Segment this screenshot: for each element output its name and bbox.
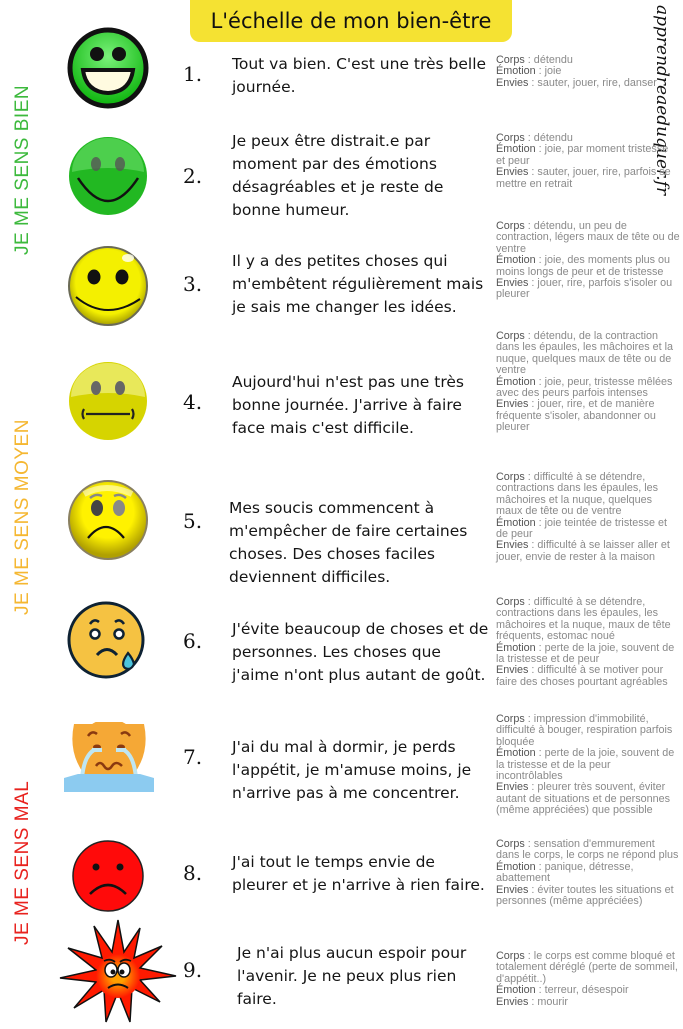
level-details: Corps : détendu, un peu de contraction, légers maux de tête ou de ventre Émotion : joie, des moments plus ou moins longs de peur et de tristesse Envies : jouer, rire, parfois s'isoler ou pleurer <box>496 220 680 301</box>
level-number: 1. <box>183 62 203 86</box>
level-statement: J'évite beaucoup de choses et de personnes. Les choses que j'aime n'ont plus autant de goût. <box>232 620 489 684</box>
level-statement: Tout va bien. C'est une très belle journée. <box>232 55 487 96</box>
sad-sweat-icon <box>66 600 150 684</box>
level-number: 7. <box>183 745 203 769</box>
smile-yellow-icon <box>66 244 150 328</box>
level-statement: J'ai du mal à dormir, je perds l'appétit, je m'amuse moins, je n'arrive pas à me concentrer. <box>232 738 472 802</box>
side-label-bien-text: JE ME SENS BIEN <box>12 84 33 255</box>
worried-yellow-icon <box>66 478 150 562</box>
level-details: Corps : impression d'immobilité, difficulté à bouger, respiration parfois bloquée Émotion : perte de la joie, souvent de la tristesse et de la peur incontrôlables Envies : pleurer très souvent, éviter autant de situations et de personnes (même appréciées) que possible <box>496 713 675 817</box>
level-number: 8. <box>183 861 203 885</box>
level-details: Corps : détendu Émotion : joie Envies : sauter, jouer, rire, danser <box>496 54 657 89</box>
side-label-mal <box>6 775 38 945</box>
neutral-yellow-icon <box>66 359 150 443</box>
side-label-mal-text: JE ME SENS MAL <box>12 780 33 945</box>
level-number: 5. <box>183 509 203 533</box>
panic-burst-icon <box>58 918 178 1024</box>
side-label-moyen <box>6 419 38 615</box>
crying-face-icon <box>64 722 154 806</box>
level-number: 4. <box>183 390 203 414</box>
level-details: Corps : détendu Émotion : joie, par moment tristesse et peur Envies : sauter, jouer, rire, parfois se mettre en retrait <box>496 132 671 190</box>
level-details: Corps : sensation d'emmurement dans le corps, le corps ne répond plus Émotion : panique, détresse, abattement Envies : éviter toutes les situations et personnes (même appréciées) <box>496 838 679 908</box>
level-details: Corps : difficulté à se détendre, contractions dans les épaules, les mâchoires et la nuque, maux de tête fréquents, estomac noué Émotion : perte de la joie, souvent de la tristesse et de peur Envies : difficulté à se motiver pour faire des choses pourtant agréables <box>496 596 675 688</box>
big-grin-green-icon <box>66 26 150 110</box>
frown-red-icon <box>66 834 150 918</box>
watermark-text: apprendreaeduquer.fr <box>652 5 672 196</box>
level-number: 3. <box>183 272 203 296</box>
smile-green-icon <box>66 134 150 218</box>
level-statement: J'ai tout le temps envie de pleurer et je n'arrive à rien faire. <box>232 853 485 894</box>
level-statement: Aujourd'hui n'est pas une très bonne journée. J'arrive à faire face mais c'est difficile. <box>232 373 464 437</box>
side-label-moyen-text: JE ME SENS MOYEN <box>12 419 33 615</box>
level-statement: Mes soucis commencent à m'empêcher de faire certaines choses. Des choses faciles deviennent difficiles. <box>229 499 468 586</box>
level-statement: Il y a des petites choses qui m'embêtent régulièrement mais je sais me changer les idées. <box>232 252 484 316</box>
level-details: Corps : difficulté à se détendre, contractions dans les épaules, les mâchoires et la nuque, quelques maux de tête ou de ventre Émotion : joie teintée de tristesse et de peur Envies : difficulté à se laisser aller et jouer, envie de rester à la maison <box>496 471 670 563</box>
page-title: L'échelle de mon bien-être <box>210 9 492 33</box>
page-title-banner <box>190 0 512 42</box>
level-number: 9. <box>183 958 203 982</box>
level-number: 2. <box>183 164 203 188</box>
level-number: 6. <box>183 629 203 653</box>
level-statement: Je peux être distrait.e par moment par des émotions désagréables et je reste de bonne humeur. <box>232 132 444 219</box>
level-statement: Je n'ai plus aucun espoir pour l'avenir. Je ne peux plus rien faire. <box>237 944 467 1008</box>
level-details: Corps : le corps est comme bloqué et totalement déréglé (perte de sommeil, d'appétit..) Émotion : terreur, désespoir Envies : mourir <box>496 950 678 1008</box>
level-details: Corps : détendu, de la contraction dans les épaules, les mâchoires et la nuque, quelques maux de tête ou de ventre Émotion : joie, peur, tristesse mêlées avec des peurs parfois intenses Envies : jouer, rire, et de manière fréquente s'isoler, abandonner ou pleurer <box>496 330 674 434</box>
side-label-bien <box>6 85 38 255</box>
